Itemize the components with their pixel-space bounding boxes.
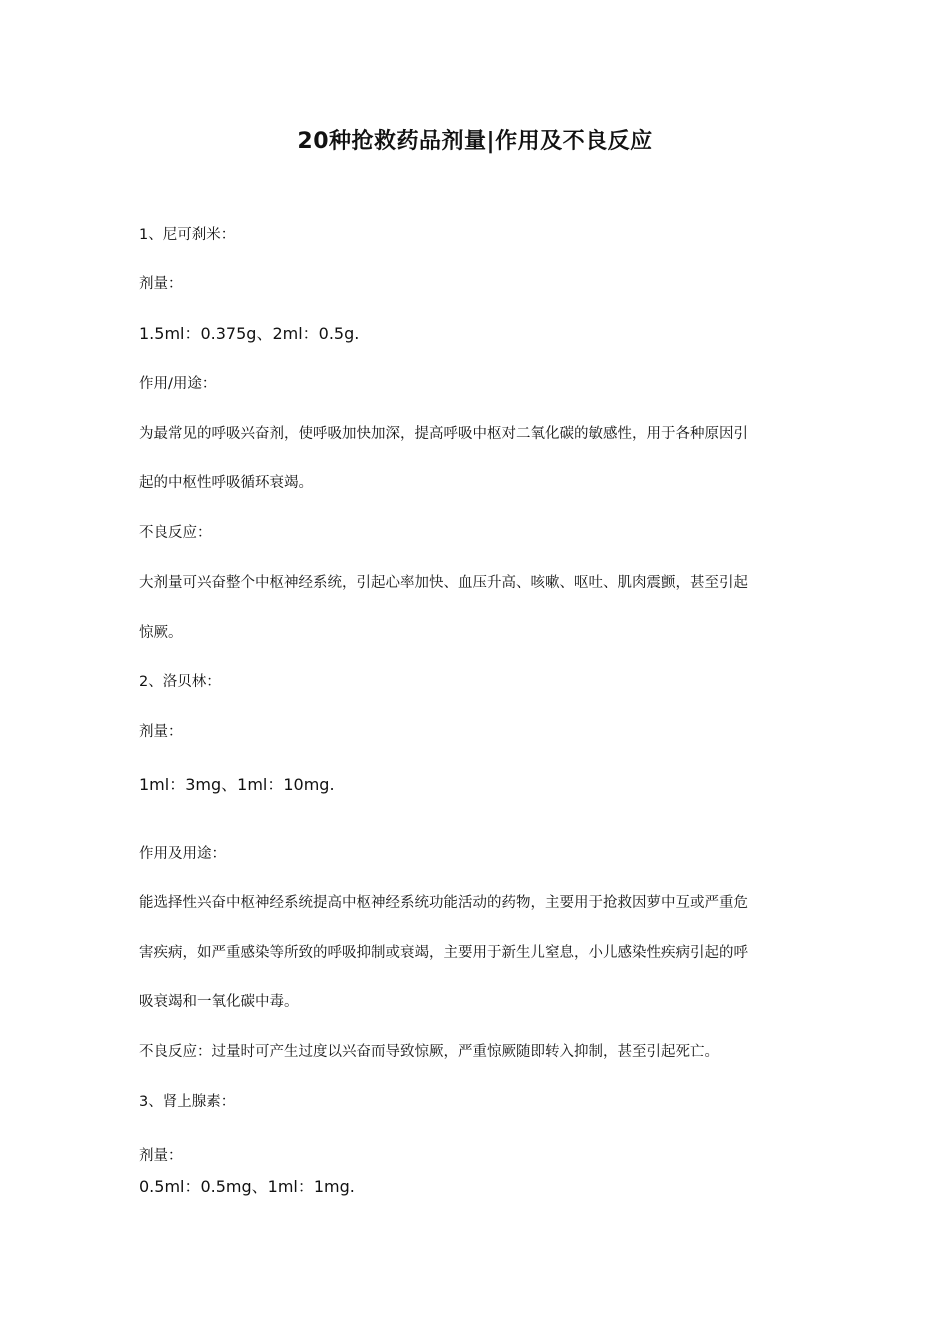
document-title: 20种抢救药品剂量|作用及不良反应	[297, 129, 653, 154]
paragraph-line: 为最常见的呼吸兴奋剂，使呼吸加快加深，提高呼吸中枢对二氧化碳的敏感性，用于各种原因引	[139, 426, 748, 442]
section-heading-3: 3、肾上腺素：	[139, 1094, 236, 1110]
dose-value: 1ml：3mg、1ml：10mg.	[139, 775, 335, 794]
paragraph-line: 大剂量可兴奋整个中枢神经系统，引起心率加快、血压升高、咳嗽、呕吐、肌肉震颤，甚至引起	[139, 575, 748, 591]
dose-value: 0.5ml：0.5mg、1ml：1mg.	[139, 1177, 355, 1196]
section-heading-2: 2、洛贝林：	[139, 674, 221, 690]
paragraph-line: 吸衰竭和一氧化碳中毒。	[139, 994, 299, 1010]
paragraph-line: 惊厥。	[139, 625, 183, 641]
adverse-paragraph: 不良反应：过量时可产生过度以兴奋而导致惊厥，严重惊厥随即转入抑制，甚至引起死亡。	[139, 1044, 719, 1060]
section-heading-1: 1、尼可刹米：	[139, 227, 236, 243]
paragraph-line: 起的中枢性呼吸循环衰竭。	[139, 475, 313, 491]
dose-value: 1.5ml：0.375g、2ml：0.5g.	[139, 324, 360, 343]
dose-label: 剂量：	[139, 1148, 183, 1164]
usage-label: 作用及用途：	[139, 846, 226, 862]
usage-label: 作用/用途：	[139, 376, 217, 392]
paragraph-line: 能选择性兴奋中枢神经系统提高中枢神经系统功能活动的药物，主要用于抢救因萝中互或严重危	[139, 895, 748, 911]
adverse-label: 不良反应：	[139, 525, 212, 541]
dose-label: 剂量：	[139, 276, 183, 292]
dose-label: 剂量：	[139, 724, 183, 740]
paragraph-line: 害疾病，如严重感染等所致的呼吸抑制或衰竭，主要用于新生儿窒息，小儿感染性疾病引起的呼	[139, 945, 748, 961]
